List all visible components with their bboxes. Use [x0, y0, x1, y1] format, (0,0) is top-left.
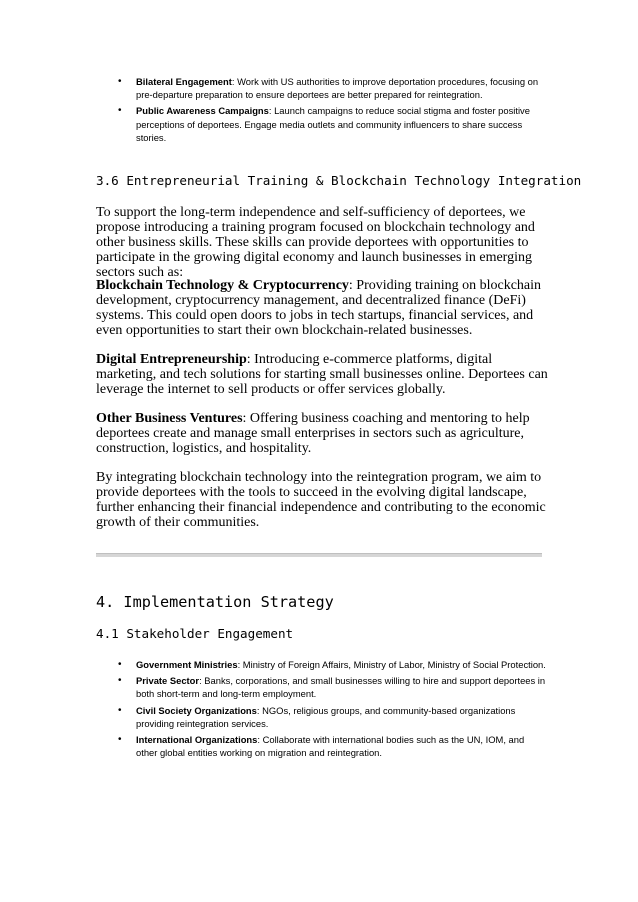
list-item: [118, 674, 548, 700]
bullet-icon: •: [118, 734, 122, 746]
list-item-term: Private Sector: [136, 675, 200, 687]
section-3-6-intro: To support the long-term independence and self-sufficiency of deportees, we propose introducing a training program focused on blockchain technology and other business skills. These skills can provide deportees with opportunities to participate in the growing digital economy and launch businesses in emerging sectors such as:: [96, 205, 535, 280]
section-3-6-heading: 3.6 Entrepreneurial Training & Blockchain Technology Integration: [96, 173, 582, 188]
paragraph-term: Digital Entrepreneurship: [96, 352, 247, 367]
stakeholder-list: [118, 658, 548, 762]
top-bullet-list: [118, 75, 548, 147]
list-item-text: : Banks, corporations, and small businesses willing to hire and support deportees in both short-term and long-term employment.: [136, 675, 546, 700]
paragraph-term: Other Business Ventures: [96, 411, 243, 426]
list-item-term: International Organizations: [136, 734, 258, 746]
section-4-heading: 4. Implementation Strategy: [96, 593, 334, 611]
list-item: [118, 733, 548, 759]
list-item-term: Public Awareness Campaigns: [136, 105, 269, 117]
paragraph-term: Blockchain Technology & Cryptocurrency: [96, 278, 349, 293]
paragraph-text: : Offering business coaching and mentoring to help deportees create and manage small enterprises in sectors such as agriculture, construction, logistics, and hospitality.: [96, 411, 530, 456]
other-ventures-paragraph: [96, 411, 548, 456]
list-item-text: : NGOs, religious groups, and community-based organizations providing reintegration services.: [136, 704, 516, 729]
bullet-icon: •: [118, 704, 122, 716]
digital-entrepreneurship-paragraph: [96, 352, 548, 397]
bullet-icon: •: [118, 659, 122, 670]
list-item: [118, 104, 548, 144]
list-item-term: Bilateral Engagement: [136, 76, 232, 87]
section-3-6-conclusion: By integrating blockchain technology into the reintegration program, we aim to provide deportees with the tools to succeed in the evolving digital landscape, further enhancing their financial independence and contributing to the economic growth of their communities.: [96, 470, 546, 530]
list-item-text: : Launch campaigns to reduce social stigma and foster positive perceptions of deportees. Engage media outlets and community influencers to share success stories.: [136, 105, 530, 143]
list-item-term: Civil Society Organizations: [136, 704, 257, 716]
bullet-icon: •: [118, 675, 122, 687]
list-item-term: Government Ministries: [136, 659, 238, 670]
paragraph-text: : Introducing e-commerce platforms, digital marketing, and tech solutions for starting small businesses online. Deportees can leverage the internet to sell products or offer services globally.: [96, 352, 548, 397]
blockchain-paragraph: [96, 278, 548, 338]
list-item-text: : Collaborate with international bodies such as the UN, IOM, and other global entities working on migration and reintegration.: [136, 734, 525, 759]
list-item-text: : Ministry of Foreign Affairs, Ministry of Labor, Ministry of Social Protection.: [237, 659, 546, 670]
list-item: [118, 658, 548, 671]
list-item: [118, 75, 548, 101]
section-4-1-heading: 4.1 Stakeholder Engagement: [96, 626, 294, 641]
horizontal-rule: [96, 553, 542, 557]
bullet-icon: •: [118, 105, 122, 117]
paragraph-text: : Providing training on blockchain development, cryptocurrency management, and decentralized finance (DeFi) systems. This could open doors to jobs in tech startups, financial services, and even opportunities to start their own blockchain-related businesses.: [96, 278, 542, 338]
bullet-icon: •: [118, 76, 122, 87]
list-item-text: : Work with US authorities to improve deportation procedures, focusing on pre-departure preparation to ensure deportees are better prepared for reintegration.: [136, 76, 539, 101]
list-item: [118, 704, 548, 730]
